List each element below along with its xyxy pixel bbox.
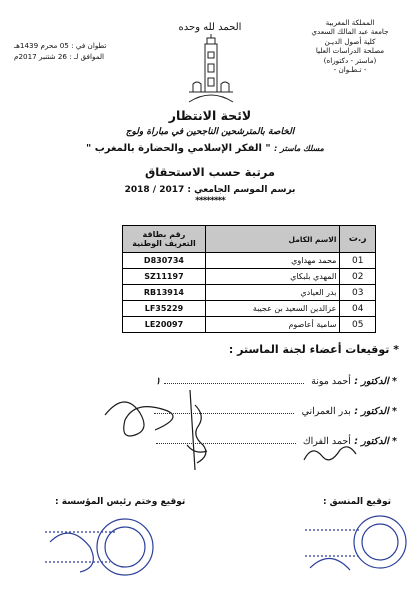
header-line-kingdom: المملكة المغربية	[325, 18, 375, 27]
row-id: SZ11197	[123, 269, 206, 285]
university-logo	[185, 34, 237, 104]
row-id: LE20097	[123, 317, 206, 333]
table-row	[123, 269, 376, 285]
row-num: 02	[340, 269, 376, 285]
row-id: LF35229	[123, 301, 206, 317]
row-name: بدر العيادي	[205, 285, 340, 301]
header-id: رقم بطاقة التعريف الوطنية	[123, 226, 206, 253]
separator-stars: ********	[195, 196, 225, 206]
row-num: 04	[340, 301, 376, 317]
member-label: * الدكتور :	[354, 406, 397, 417]
table-row	[123, 301, 376, 317]
row-num: 03	[340, 285, 376, 301]
signature-line-1	[37, 375, 397, 387]
track-label: مسلك ماستر :	[274, 144, 324, 153]
row-num: 05	[340, 317, 376, 333]
president-signature-label: توقيع وختم رئيس المؤسسة :	[55, 497, 186, 507]
ranking-note: مرتبة حسب الاستحقاق	[144, 165, 276, 179]
row-name: عزالدين السعيد بن عجيبة	[205, 301, 340, 317]
signature-line-2	[37, 405, 397, 417]
institution-header	[295, 18, 405, 74]
official-stamp	[40, 512, 160, 582]
header-line-city: - تـطـوان -	[333, 65, 367, 75]
date-hijri: تطوان في : 05 محرم 1439هـ	[14, 41, 107, 50]
row-id: RB13914	[123, 285, 206, 301]
date-gregorian: الموافق لـ : 26 شتنبر 2017م	[14, 52, 105, 61]
row-name: محمد مهداوي	[205, 253, 340, 269]
member-name: بدر العمراني	[301, 406, 351, 417]
coordinator-stamp	[300, 508, 410, 580]
member-label: * الدكتور :	[354, 436, 397, 447]
header-line-level: (ماستر - دكتوراه)	[323, 55, 377, 65]
date-header	[14, 40, 144, 62]
member-name: أحمد مونة	[311, 376, 351, 387]
header-num: ر.ت	[340, 226, 376, 253]
member-label: * الدكتور :	[354, 376, 397, 387]
table-row	[123, 317, 376, 333]
row-num: 01	[340, 253, 376, 269]
track-name: " الفكر الإسلامي والحضارة بالمغرب "	[86, 143, 271, 154]
header-name: الاسم الكامل	[205, 226, 340, 253]
handwritten-signature	[300, 440, 360, 470]
row-name: المهدي بلبكاي	[205, 269, 340, 285]
coordinator-signature-label: توقيع المنسق :	[322, 497, 391, 507]
academic-season: برسم الموسم الجامعي : 2017 / 2018	[124, 185, 296, 195]
waiting-list-table	[122, 225, 376, 333]
header-line-university: جامعة عبد المالك السعدي	[311, 27, 389, 37]
header-line-faculty: كلية أصول الديـن	[324, 36, 376, 46]
handwritten-signature	[95, 385, 215, 475]
table-header-row	[123, 226, 376, 253]
signatures-title: * توقيعات أعضاء لجنة الماستر :	[228, 343, 399, 356]
row-name: سامية أعاصوم	[205, 317, 340, 333]
table-row	[123, 253, 376, 269]
row-id: D830734	[123, 253, 206, 269]
basmala: الحمد لله وحده	[178, 22, 242, 33]
master-track	[20, 143, 390, 154]
table-row	[123, 285, 376, 301]
member-mark: ١	[155, 376, 161, 387]
document-title: لائحة الانتظار	[168, 108, 252, 123]
document-subtitle: الخاصة بالمترشحين الناجحين في مباراة ولوج	[125, 127, 295, 137]
header-line-service: مصلحة الدراسات العليا	[315, 46, 385, 56]
signature-dots	[164, 375, 304, 384]
member-name: أحمد الفراك	[302, 436, 351, 447]
